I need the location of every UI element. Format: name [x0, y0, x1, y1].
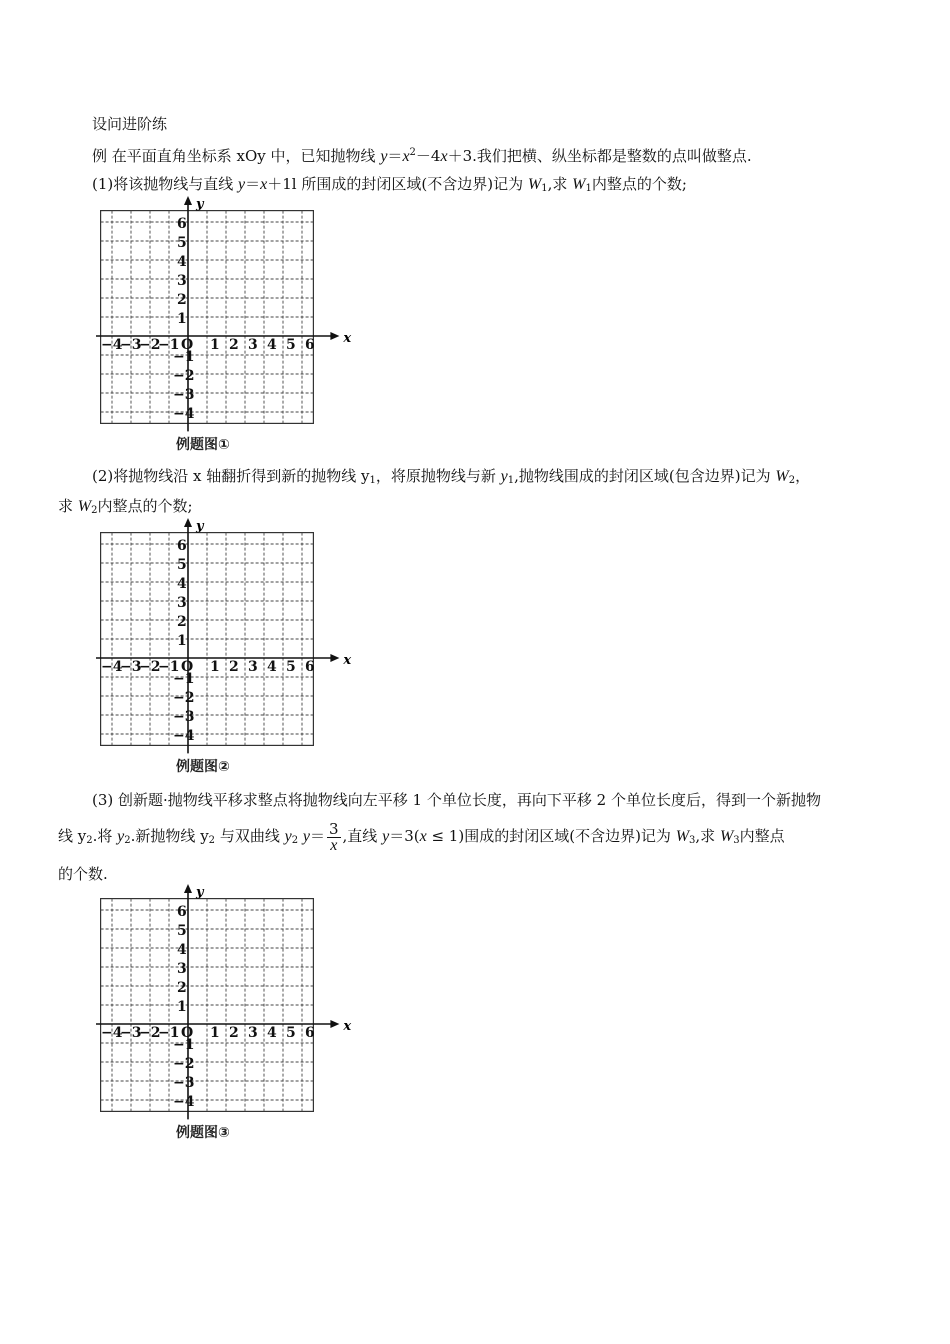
- x-tick-label: 1: [210, 1025, 220, 1041]
- q2-text-4: ，: [795, 467, 811, 485]
- y-tick-label: −2: [173, 1056, 195, 1072]
- y-tick-label: −2: [173, 690, 195, 706]
- q3-text-1: (3) 创新题·抛物线平移求整点将抛物线向左平移 1 个单位长度，再向下平移 2 个单位长度后，得到一个新抛物: [92, 791, 821, 809]
- q1-text-1: (1)将该抛物线与直线: [92, 175, 239, 193]
- q2-text-3: ,抛物线围成的封闭区域(包含边界)记为: [514, 467, 776, 485]
- q2-l2-text-1: 求: [58, 497, 78, 515]
- x-tick-label: −3: [120, 1025, 142, 1041]
- x-tick-label: 4: [267, 659, 277, 675]
- x-axis-arrow: [330, 1020, 339, 1028]
- x-tick-label: 3: [248, 337, 258, 353]
- x-tick-label: 6: [305, 1025, 315, 1041]
- grid-svg-3: [92, 884, 352, 1114]
- fraction-denominator: x: [330, 836, 338, 854]
- q3-l2-text-1: 线 y: [58, 827, 87, 845]
- y-tick-label: 6: [177, 904, 187, 920]
- y-tick-label: 3: [177, 595, 187, 611]
- q3-l2-le: ≤ 1: [426, 827, 459, 845]
- y-tick-label: −4: [173, 728, 195, 744]
- y-tick-label: 5: [177, 923, 187, 939]
- q3-l2-var-y: y: [117, 828, 125, 845]
- q3-l2-var-W: W: [675, 828, 690, 845]
- y-tick-label: −2: [173, 368, 195, 384]
- q1-sub-1: 1: [541, 183, 548, 194]
- x-tick-label: 2: [229, 1025, 239, 1041]
- x-axis-label: x: [343, 331, 352, 346]
- x-tick-label: 6: [305, 337, 315, 353]
- section-title-text: 设问进阶练: [92, 115, 168, 133]
- y-tick-label: −1: [173, 349, 195, 365]
- x-tick-label: 6: [305, 659, 315, 675]
- q3-l2-text-3: .新抛物线 y: [130, 827, 209, 845]
- q1-var-x: x: [260, 176, 268, 193]
- q3-l2-sub-0: 2: [86, 835, 93, 846]
- x-tick-label: 5: [286, 1025, 296, 1041]
- x-tick-label: 4: [267, 1025, 277, 1041]
- y-axis-arrow: [184, 884, 192, 893]
- figure-caption-2: 例题图②: [176, 759, 230, 775]
- q3-l2-text-4: 与双曲线: [215, 827, 285, 845]
- y-axis-label: y: [196, 885, 204, 900]
- q2-l2-text-2: 内整点的个数;: [97, 497, 193, 515]
- q3-l2-text-2: .将: [92, 827, 118, 845]
- x-tick-label: −1: [158, 1025, 180, 1041]
- x-tick-label: O: [181, 1025, 194, 1041]
- q3-l2-var-y2: y: [284, 828, 292, 845]
- figure-caption-1: 例题图①: [176, 437, 230, 453]
- x-tick-label: O: [181, 659, 194, 675]
- q3-l2-var-W2: W: [719, 828, 734, 845]
- coordinate-grid-2: [92, 518, 352, 748]
- y-axis-label: y: [196, 519, 204, 534]
- q2-text-2: ，将原抛物线与新: [375, 467, 501, 485]
- section-title: [92, 114, 167, 134]
- q2-var-W: W: [775, 468, 789, 485]
- q1-sub-2: 1: [585, 183, 592, 194]
- q3-l2-text-8: 内整点: [739, 827, 785, 845]
- fraction-3-over-x: [327, 821, 341, 854]
- x-tick-label: 4: [267, 337, 277, 353]
- y-tick-label: 1: [177, 311, 187, 327]
- x-tick-label: −1: [158, 659, 180, 675]
- q2-sub-2: 2: [788, 475, 796, 486]
- x-axis-arrow: [330, 654, 339, 662]
- x-axis-label: x: [343, 1019, 352, 1034]
- x-tick-label: 1: [210, 659, 220, 675]
- q3-l2-var-y4: y: [382, 828, 390, 845]
- q3-l2-text-5: ,直线: [342, 827, 383, 845]
- q2-sub-0: 1: [369, 475, 376, 486]
- question-3-line-1: [92, 790, 821, 810]
- y-tick-label: −3: [173, 709, 195, 725]
- example-statement: [92, 143, 752, 167]
- q2-text-1: (2)将抛物线沿 x 轴翻折得到新的抛物线 y: [92, 467, 370, 485]
- x-tick-label: 5: [286, 659, 296, 675]
- q1-text-2: ＋1l 所围成的封闭区域(不含边界)记为: [267, 175, 528, 193]
- q2-sub-1: 1: [507, 475, 515, 486]
- x-tick-label: 3: [248, 1025, 258, 1041]
- eq-var-y: y: [380, 148, 388, 165]
- q3-l2-sub-5: 3: [733, 835, 740, 846]
- x-tick-label: −2: [139, 1025, 161, 1041]
- grid-svg-1: [92, 196, 352, 426]
- q1-var-W: W: [527, 176, 542, 193]
- y-tick-label: 2: [177, 614, 187, 630]
- q3-l2-var-y3: y: [302, 828, 310, 845]
- q1-text-4: 内整点的个数;: [591, 175, 687, 193]
- y-tick-label: 4: [177, 254, 187, 270]
- q1-var-y: y: [238, 176, 246, 193]
- q3-l2-paren-close: ): [458, 827, 465, 845]
- y-tick-label: 1: [177, 999, 187, 1015]
- question-3-line-2: [58, 820, 785, 857]
- q2-l2-var-W: W: [77, 498, 92, 515]
- y-axis-arrow: [184, 196, 192, 205]
- y-tick-label: 5: [177, 235, 187, 251]
- y-tick-label: 6: [177, 538, 187, 554]
- x-tick-label: −4: [101, 337, 123, 353]
- y-axis-arrow: [184, 518, 192, 527]
- y-tick-label: 5: [177, 557, 187, 573]
- example-prefix: 例 在平面直角坐标系 xOy 中，已知抛物线: [92, 147, 381, 165]
- q2-l2-sub: 2: [91, 505, 98, 516]
- coordinate-grid-1: [92, 196, 352, 426]
- y-tick-label: −3: [173, 1075, 195, 1091]
- q3-l2-var-x: x: [419, 828, 427, 845]
- q2-var-y: y: [500, 468, 508, 485]
- x-tick-label: −1: [158, 337, 180, 353]
- q3-l2-sub-4: 3: [689, 835, 696, 846]
- y-tick-label: −4: [173, 406, 195, 422]
- q3-l3-text: 的个数.: [58, 865, 108, 883]
- example-tail: ＋3.我们把横、纵坐标都是整数的点叫做整点.: [447, 147, 752, 165]
- eq-exponent: 2: [409, 147, 416, 158]
- x-tick-label: 1: [210, 337, 220, 353]
- q3-l2-sub-3: 2: [291, 835, 299, 846]
- y-tick-label: 2: [177, 980, 187, 996]
- eq-sign: ＝: [387, 147, 403, 165]
- figure-caption-3: 例题图③: [176, 1125, 230, 1141]
- q3-l2-text-7: ,求: [695, 827, 720, 845]
- q3-l2-sub-1: 2: [124, 835, 131, 846]
- q3-l2-paren-open: (: [413, 827, 420, 845]
- q3-l2-eq: ＝: [309, 827, 325, 845]
- q1-text-3: ,求: [547, 175, 573, 193]
- x-tick-label: 2: [229, 337, 239, 353]
- x-tick-label: −4: [101, 659, 123, 675]
- y-tick-label: 1: [177, 633, 187, 649]
- x-tick-label: O: [181, 337, 194, 353]
- y-tick-label: 3: [177, 961, 187, 977]
- x-tick-label: −4: [101, 1025, 123, 1041]
- x-tick-label: 3: [248, 659, 258, 675]
- question-2-line-1: [92, 466, 810, 491]
- y-tick-label: −1: [173, 1037, 195, 1053]
- y-tick-label: 3: [177, 273, 187, 289]
- fraction-numerator: 3: [328, 819, 339, 838]
- q3-l2-eq2: ＝3: [389, 827, 414, 845]
- y-tick-label: −4: [173, 1094, 195, 1110]
- y-tick-label: 4: [177, 576, 187, 592]
- y-axis-label: y: [196, 197, 204, 212]
- coordinate-grid-3: [92, 884, 352, 1114]
- q1-eq: ＝: [245, 175, 261, 193]
- x-tick-label: 2: [229, 659, 239, 675]
- q1-var-W2: W: [572, 176, 586, 193]
- x-axis-arrow: [330, 332, 339, 340]
- grid-svg-2: [92, 518, 352, 748]
- eq-var-x2: x: [440, 148, 448, 165]
- x-tick-label: −2: [139, 337, 161, 353]
- x-tick-label: −2: [139, 659, 161, 675]
- y-tick-label: −1: [173, 671, 195, 687]
- y-tick-label: 6: [177, 216, 187, 232]
- eq-middle: －4: [415, 147, 441, 165]
- x-tick-label: −3: [120, 337, 142, 353]
- x-axis-label: x: [343, 653, 352, 668]
- y-tick-label: 2: [177, 292, 187, 308]
- x-tick-label: 5: [286, 337, 296, 353]
- y-tick-label: −3: [173, 387, 195, 403]
- q3-l2-sub-2: 2: [208, 835, 216, 846]
- question-3-line-3: [58, 864, 108, 884]
- x-tick-label: −3: [120, 659, 142, 675]
- y-tick-label: 4: [177, 942, 187, 958]
- q3-l2-text-6: 围成的封闭区域(不含边界)记为: [464, 827, 676, 845]
- eq-var-x: x: [402, 148, 410, 165]
